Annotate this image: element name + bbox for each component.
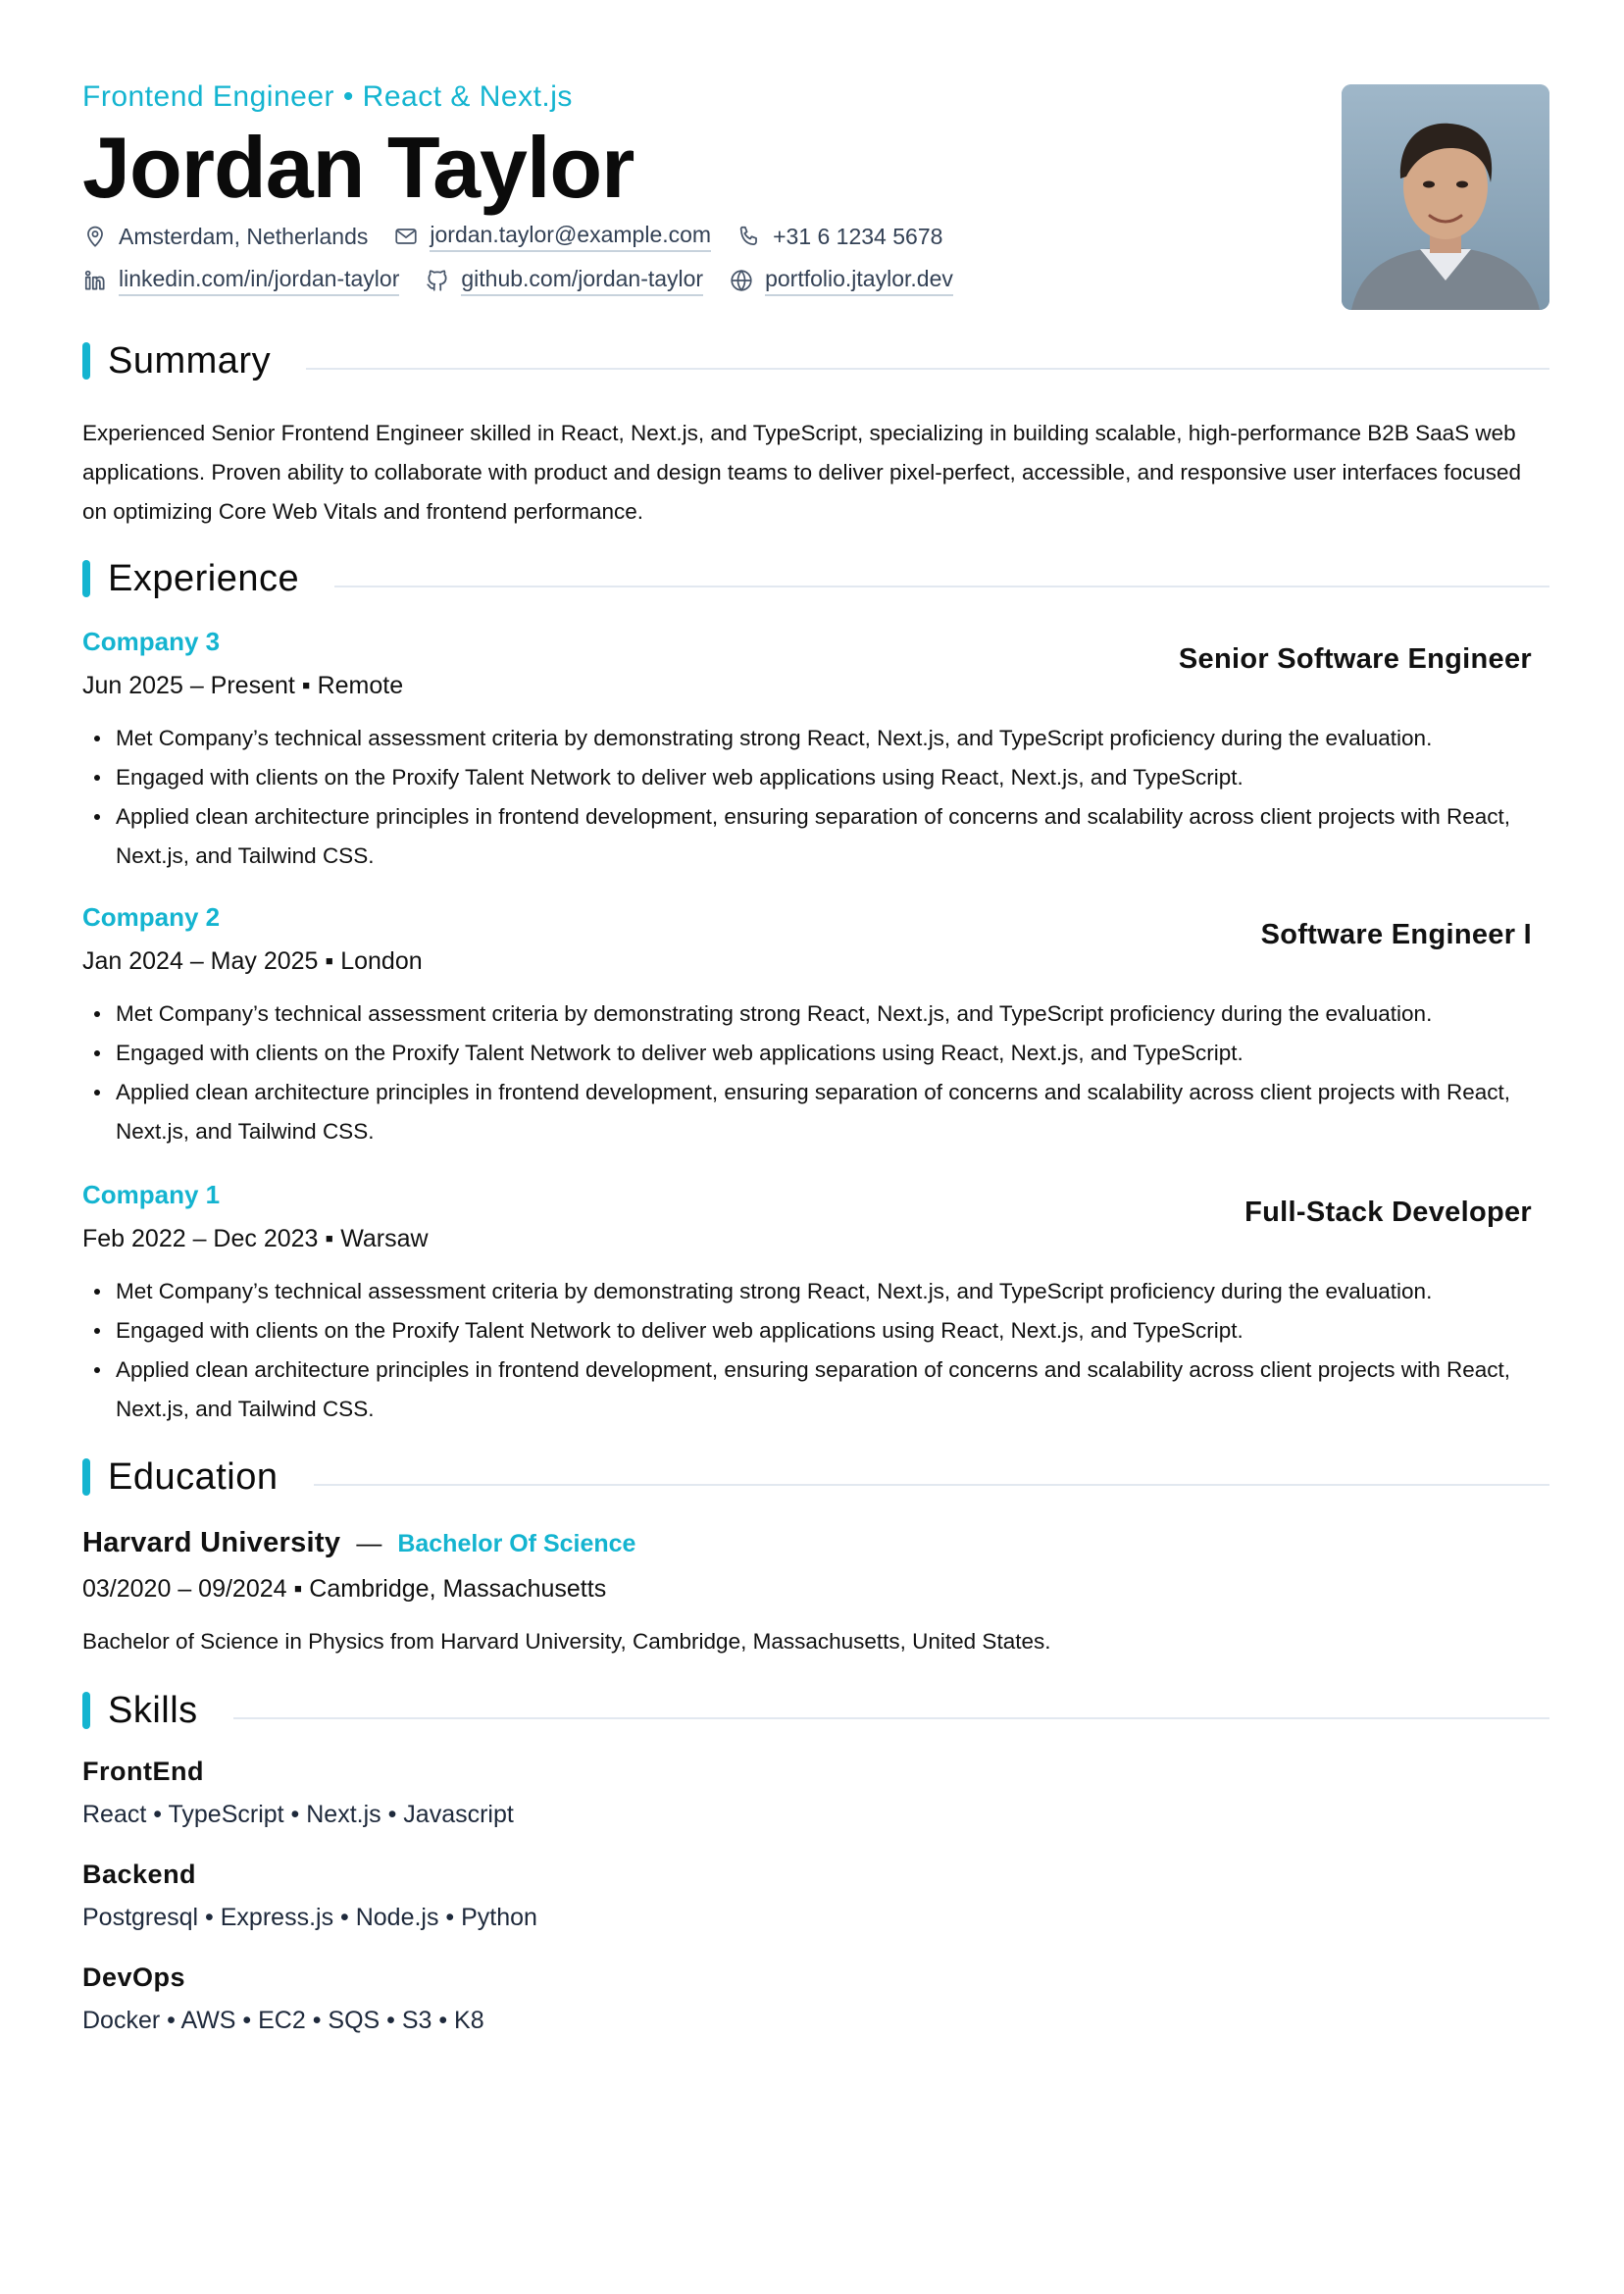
section-title: Experience (108, 557, 300, 599)
email-link[interactable]: jordan.taylor@example.com (430, 222, 711, 252)
job-bullet: Met Company’s technical assessment criteria by demonstrating strong React, Next.js, and TypeScript proficiency during the evaluation. (82, 1272, 1549, 1311)
section-accent-bar (82, 1458, 90, 1496)
section-header-skills (82, 1689, 1549, 1732)
candidate-name: Jordan Taylor (82, 119, 634, 216)
skill-items: Docker • AWS • EC2 • SQS • S3 • K8 (82, 2007, 484, 2034)
phone-text: +31 6 1234 5678 (773, 223, 943, 249)
section-header-education (82, 1455, 1549, 1499)
section-title: Skills (108, 1689, 198, 1731)
job-bullet: Met Company’s technical assessment criteria by demonstrating strong React, Next.js, and TypeScript proficiency during the evaluation. (82, 719, 1549, 758)
job-meta: Jun 2025 – Present ▪ Remote (82, 672, 404, 699)
job-bullet: Applied clean architecture principles in frontend development, ensuring separation of concerns and scalability across client projects with React, Next.js, and Tailwind CSS. (82, 797, 1549, 876)
job-bullet: Applied clean architecture principles in frontend development, ensuring separation of concerns and scalability across client projects with React, Next.js, and Tailwind CSS. (82, 1073, 1549, 1151)
section-accent-bar (82, 560, 90, 597)
education-meta: 03/2020 – 09/2024 ▪ Cambridge, Massachusetts (82, 1575, 607, 1603)
section-header-experience (82, 557, 1549, 600)
section-rule (314, 1484, 1549, 1486)
section-title: Summary (108, 339, 272, 382)
job-bullets (82, 1272, 1549, 1429)
contact-row-links (82, 266, 979, 296)
contact-location (82, 224, 368, 250)
company-name: Company 3 (82, 627, 221, 656)
experience-item (82, 1175, 1549, 1429)
section-rule (334, 586, 1549, 587)
company-name: Company 2 (82, 902, 221, 932)
job-bullet: Engaged with clients on the Proxify Talent Network to deliver web applications using React, Next.js, and TypeScript. (82, 1034, 1549, 1073)
job-bullets (82, 994, 1549, 1151)
education-description: Bachelor of Science in Physics from Harvard University, Cambridge, Massachusetts, United States. (82, 1629, 1051, 1654)
skill-group (82, 1855, 1549, 1937)
map-pin-icon (82, 224, 108, 249)
section-title: Education (108, 1455, 279, 1498)
education-heading (82, 1520, 1549, 1565)
company-name: Company 1 (82, 1180, 221, 1209)
skill-group (82, 1958, 1549, 2040)
job-title: Software Engineer I (1260, 919, 1532, 950)
envelope-icon (393, 224, 419, 249)
github-link[interactable]: github.com/jordan-taylor (461, 266, 703, 296)
job-meta: Jan 2024 – May 2025 ▪ London (82, 947, 423, 975)
job-bullet: Applied clean architecture principles in frontend development, ensuring separation of concerns and scalability across client projects with React, Next.js, and Tailwind CSS. (82, 1351, 1549, 1429)
portrait-image (1342, 84, 1549, 310)
school-name: Harvard University (82, 1527, 341, 1558)
job-bullets (82, 719, 1549, 876)
phone-icon (736, 224, 762, 249)
globe-icon (729, 268, 754, 293)
section-header-summary (82, 339, 1549, 382)
contact-github[interactable] (425, 266, 703, 296)
contact-row-primary (82, 222, 968, 252)
section-rule (233, 1717, 1549, 1719)
section-rule (306, 368, 1549, 370)
contact-portfolio[interactable] (729, 266, 953, 296)
skill-group (82, 1752, 1549, 1834)
skill-category: DevOps (82, 1963, 186, 1992)
degree-name: Bachelor Of Science (397, 1530, 636, 1557)
resume-header (82, 0, 1549, 324)
headline: Frontend Engineer • React & Next.js (82, 80, 573, 113)
job-bullet: Met Company’s technical assessment criteria by demonstrating strong React, Next.js, and TypeScript proficiency during the evaluation. (82, 994, 1549, 1034)
separator: — (356, 1528, 382, 1557)
experience-item (82, 897, 1549, 1151)
location-text: Amsterdam, Netherlands (119, 223, 369, 249)
skill-items: React • TypeScript • Next.js • Javascript (82, 1801, 514, 1828)
job-bullet: Engaged with clients on the Proxify Talent Network to deliver web applications using React, Next.js, and TypeScript. (82, 758, 1549, 797)
section-accent-bar (82, 342, 90, 380)
job-bullet: Engaged with clients on the Proxify Talent Network to deliver web applications using React, Next.js, and TypeScript. (82, 1311, 1549, 1351)
job-title: Senior Software Engineer (1178, 643, 1532, 675)
skill-category: FrontEnd (82, 1757, 204, 1786)
section-accent-bar (82, 1692, 90, 1729)
profile-photo (1342, 84, 1549, 310)
skill-items: Postgresql • Express.js • Node.js • Python (82, 1904, 537, 1931)
skill-category: Backend (82, 1860, 197, 1889)
contact-phone (736, 224, 942, 250)
education-item (82, 1520, 1549, 1661)
contact-linkedin[interactable] (82, 266, 399, 296)
contact-email[interactable] (393, 222, 711, 252)
summary-text: Experienced Senior Frontend Engineer skilled in React, Next.js, and TypeScript, specializing in building scalable, high-performance B2B SaaS web applications. Proven ability to collaborate with product and design teams to deliver pixel-perfect, accessible, and responsive user interfaces focused on optimizing Core Web Vitals and frontend performance. (82, 421, 1522, 524)
experience-item (82, 622, 1549, 876)
linkedin-link[interactable]: linkedin.com/in/jordan-taylor (119, 266, 399, 296)
resume-page (82, 0, 1549, 2034)
job-meta: Feb 2022 – Dec 2023 ▪ Warsaw (82, 1225, 429, 1252)
github-icon (425, 268, 450, 293)
linkedin-icon (82, 268, 108, 293)
portfolio-link[interactable]: portfolio.jtaylor.dev (765, 266, 953, 296)
job-title: Full-Stack Developer (1244, 1197, 1532, 1228)
